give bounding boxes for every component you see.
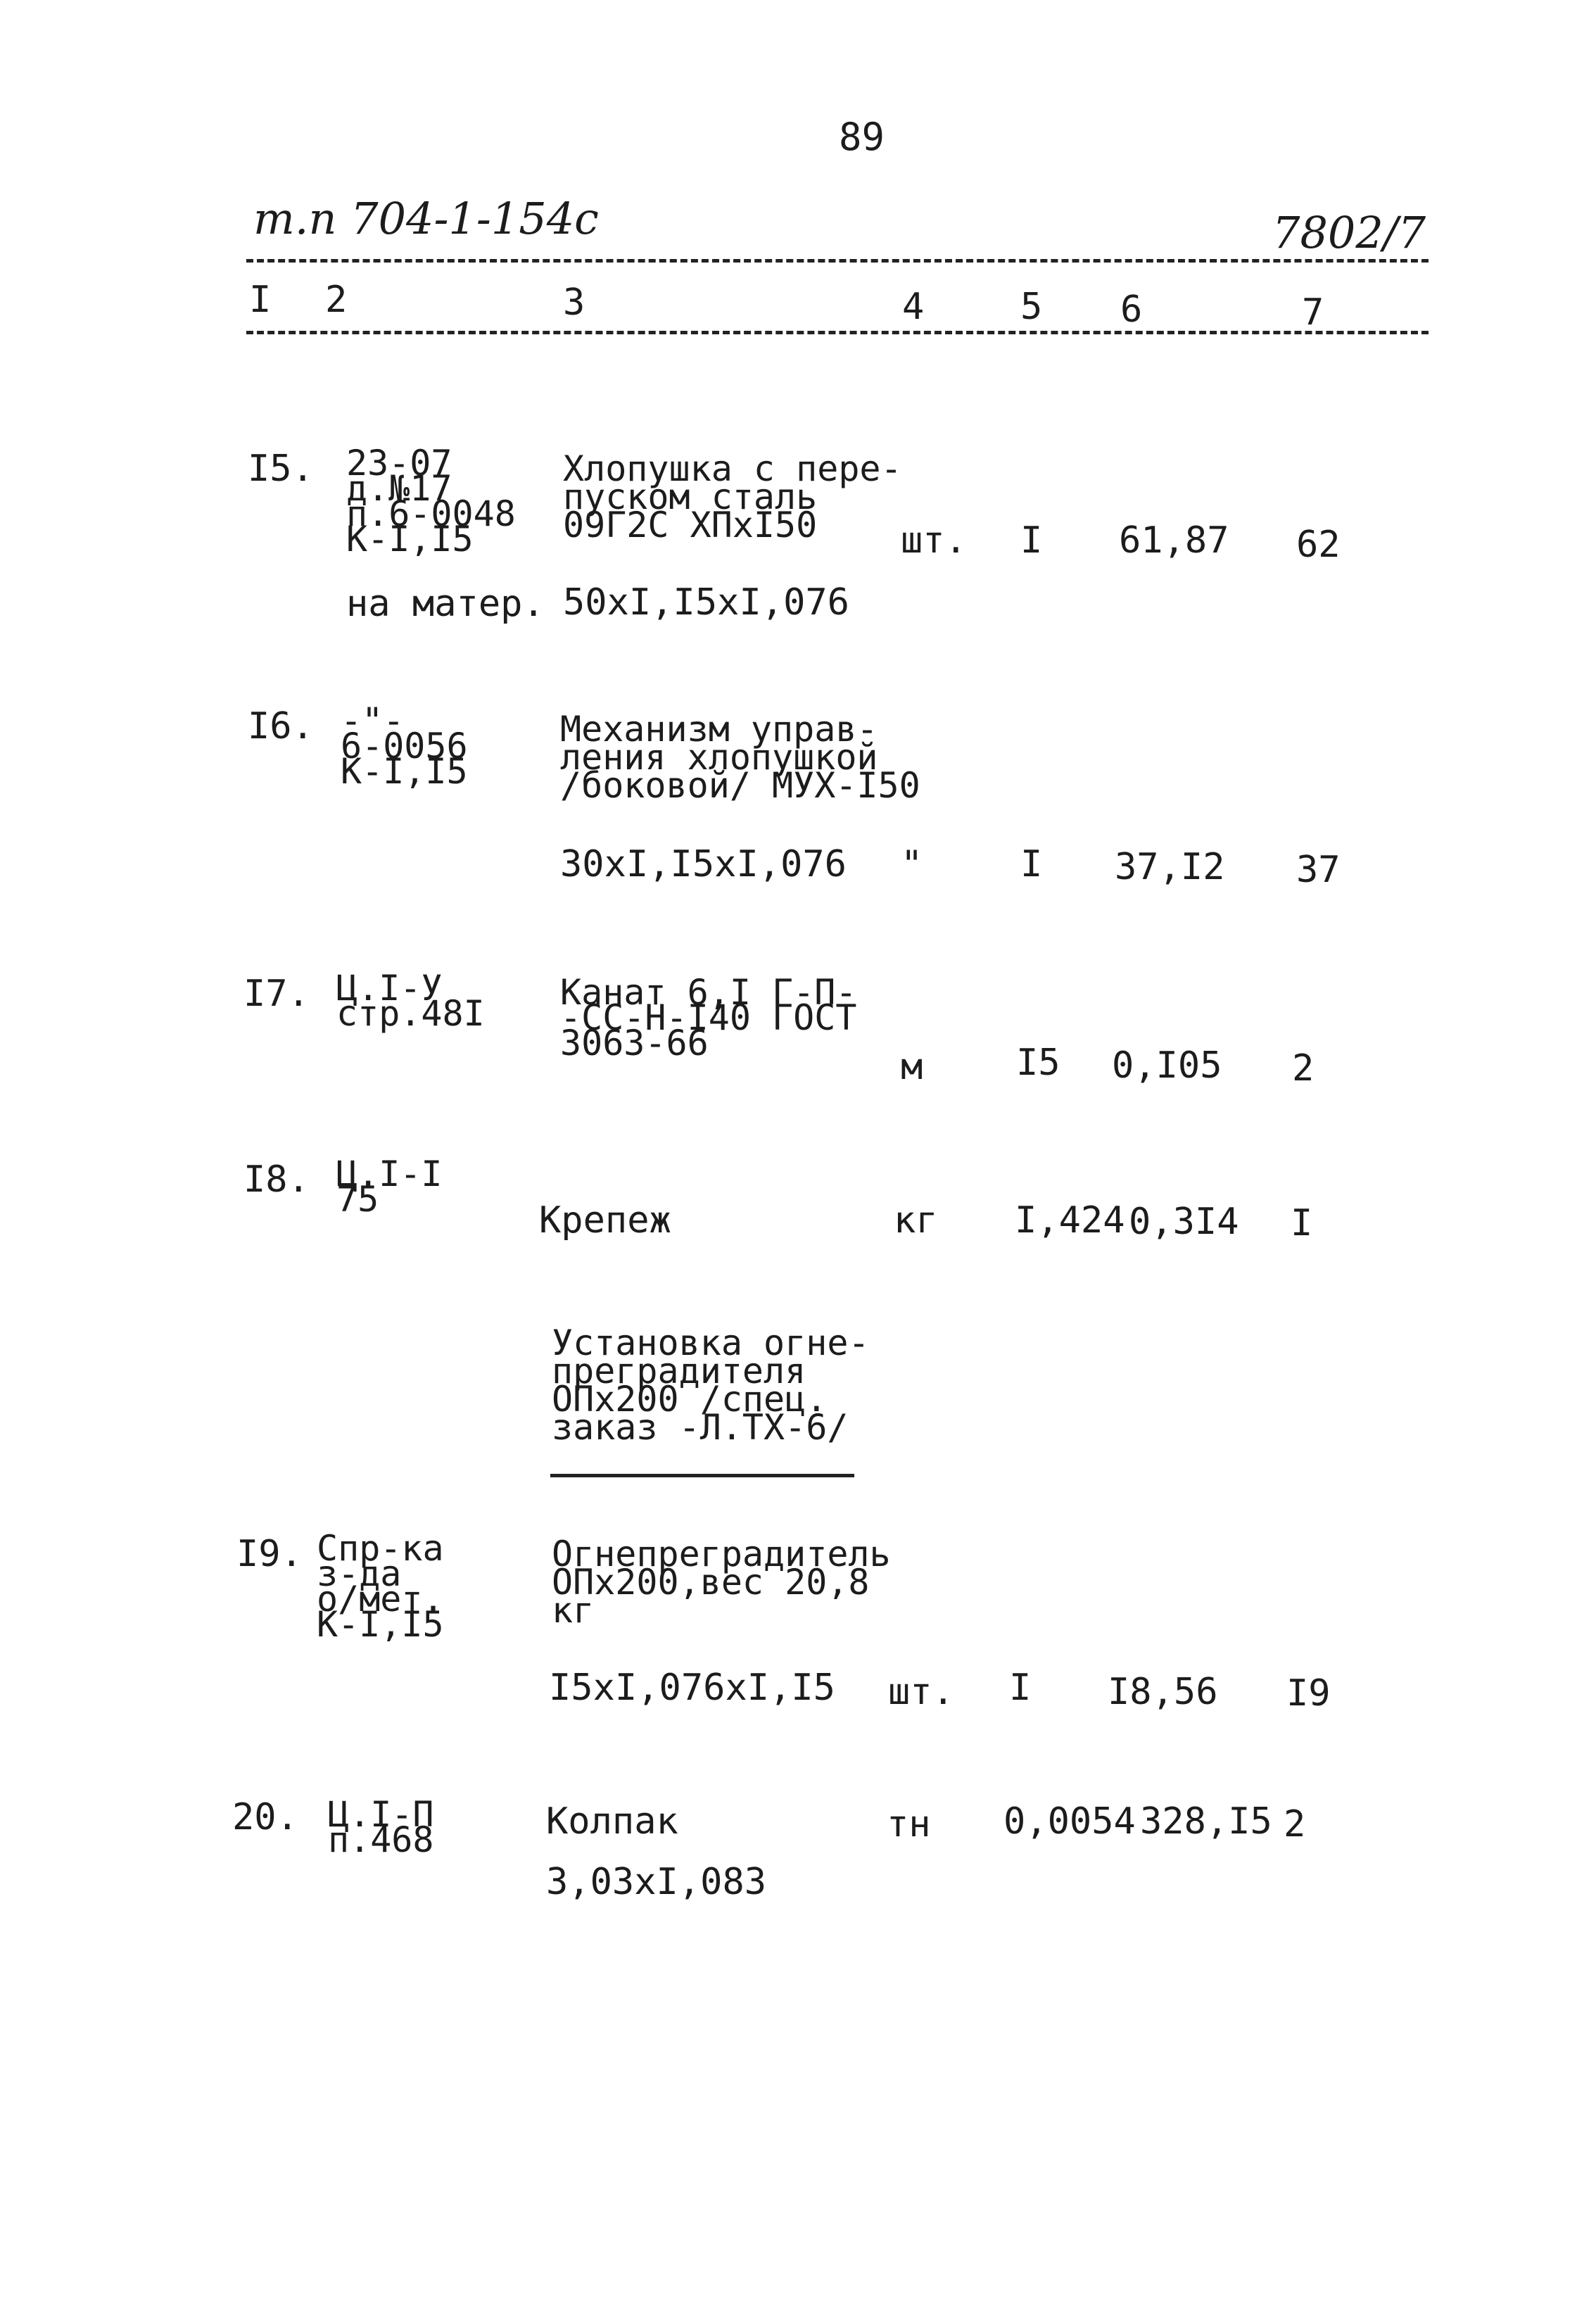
column-number-5: 5 <box>1020 286 1043 328</box>
row-total: 62 <box>1296 524 1341 566</box>
row-description: Огнепреградитель ОПх200,вес 20,8 кг <box>552 1534 891 1631</box>
row-number: I7. <box>243 973 310 1015</box>
row-total: 2 <box>1292 1047 1315 1090</box>
column-number-2: 2 <box>325 279 348 321</box>
row-reference: 23-07 д.№17 п.6-0048 К-I,I5 <box>346 443 516 560</box>
row-price: 0,I05 <box>1112 1044 1222 1087</box>
row-description: Канат 6,I Г-П- -СС-Н-I40 ГОСТ 3063-66 <box>560 972 857 1063</box>
column-number-1: I <box>249 279 272 321</box>
row-total: I9 <box>1286 1672 1331 1715</box>
row-reference: Ц.I-У стр.48I <box>336 968 485 1034</box>
row-reference: Ц.I-П п.468 <box>328 1794 434 1860</box>
section-title: Установка огне- преградителя ОПх200 /спец. заказ -Л.ТХ-6/ <box>552 1322 870 1448</box>
row-number: I6. <box>248 705 314 747</box>
document-code: т.п 704-1-154с <box>253 193 599 244</box>
row-quantity: I <box>1009 1667 1032 1709</box>
row-description-extra: 30хI,I5хI,076 <box>560 843 847 885</box>
row-number: I9. <box>236 1533 303 1575</box>
row-price: 0,3I4 <box>1129 1201 1239 1243</box>
row-quantity: I5 <box>1016 1042 1060 1084</box>
row-price: 37,I2 <box>1115 846 1225 888</box>
row-description-extra: I5хI,076хI,I5 <box>549 1667 835 1709</box>
row-total: 37 <box>1296 849 1341 891</box>
row-quantity: I,424 <box>1015 1199 1125 1242</box>
row-quantity: I <box>1020 843 1043 885</box>
row-unit: тн <box>887 1803 931 1845</box>
row-number: 20. <box>232 1796 298 1838</box>
header-underline <box>246 259 1429 263</box>
row-price: 61,87 <box>1119 519 1229 562</box>
row-price: I8,56 <box>1108 1671 1218 1713</box>
row-number: I5. <box>248 448 314 490</box>
row-quantity: I <box>1020 519 1043 562</box>
column-number-3: 3 <box>563 282 585 324</box>
row-total: I <box>1291 1202 1313 1244</box>
row-reference: Ц.I-I 75 <box>336 1154 443 1220</box>
row-total: 2 <box>1284 1803 1306 1845</box>
row-description: Хлопушка с пере- пуском сталь 09Г2С ХПхI50 <box>563 448 902 545</box>
column-number-6: 6 <box>1120 289 1143 331</box>
column-number-7: 7 <box>1302 291 1324 334</box>
page-number: 89 <box>839 115 885 159</box>
columns-underline <box>246 331 1429 334</box>
row-reference: Спр-ка з-да о/мет. К-I,I5 <box>317 1528 444 1645</box>
reference-code: 7802/7 <box>1272 207 1426 258</box>
section-title-underline <box>550 1474 854 1477</box>
row-description: Колпак <box>546 1800 678 1843</box>
row-description-extra: 50хI,I5хI,076 <box>563 581 849 624</box>
row-reference-extra: на матер. <box>346 583 545 625</box>
row-reference: -"- 6-0056 К-I,I5 <box>341 700 468 792</box>
row-unit: м <box>901 1046 923 1088</box>
row-number: I8. <box>243 1158 310 1201</box>
row-description-extra: 3,03хI,083 <box>546 1861 767 1903</box>
row-unit: кг <box>894 1199 938 1242</box>
row-description: Крепеж <box>539 1199 671 1242</box>
row-description: Механизм управ- ления хлопушкой /боковой/ МУХ-I50 <box>560 709 920 806</box>
row-unit: шт. <box>888 1671 954 1713</box>
row-quantity: 0,0054 <box>1003 1800 1136 1843</box>
row-price: 328,I5 <box>1140 1800 1272 1843</box>
row-unit: шт. <box>901 519 967 562</box>
column-number-4: 4 <box>902 286 925 328</box>
row-unit: " <box>901 843 923 885</box>
